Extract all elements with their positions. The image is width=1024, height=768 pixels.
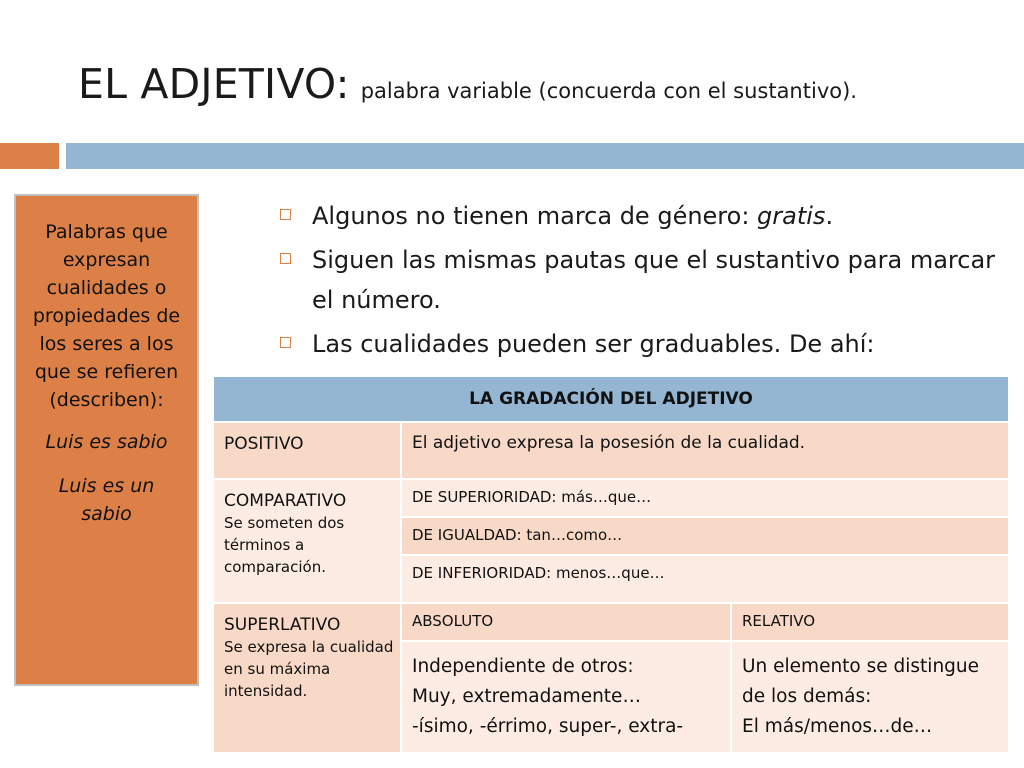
bullet-item bbox=[280, 240, 1000, 320]
superlativo-note: Se expresa la cualidad en su máxima intensidad. bbox=[224, 638, 394, 700]
cell-inferioridad: DE INFERIORIDAD: menos…que… bbox=[401, 555, 1009, 603]
square-bullet-icon bbox=[280, 337, 291, 348]
superlativo-label: SUPERLATIVO bbox=[224, 615, 341, 635]
cell-igualdad: DE IGUALDAD: tan…como… bbox=[401, 517, 1009, 555]
example-2: Luis es un sabio bbox=[58, 475, 155, 525]
comparativo-label: COMPARATIVO bbox=[224, 491, 347, 511]
bullet-item bbox=[280, 324, 1000, 364]
accent-bar-blue bbox=[66, 143, 1024, 169]
bullet-text: Algunos no tienen marca de género: bbox=[312, 202, 758, 230]
accent-bar-orange bbox=[0, 143, 59, 169]
definition-box bbox=[14, 194, 199, 686]
square-bullet-icon bbox=[280, 253, 291, 264]
comparativo-note: Se someten dos términos a comparación. bbox=[224, 514, 345, 576]
relativo-line: El más/menos…de… bbox=[742, 716, 933, 737]
table-row-positivo bbox=[213, 422, 1009, 479]
bullet-text: Las cualidades pueden ser graduables. De ahí: bbox=[312, 330, 875, 358]
bullet-item bbox=[280, 196, 1000, 236]
cell-absoluto-desc bbox=[401, 641, 731, 753]
bullet-italic-word: gratis bbox=[757, 202, 826, 230]
slide-title bbox=[78, 56, 1018, 121]
cell-absoluto-label: ABSOLUTO bbox=[401, 603, 731, 641]
definition-text: Palabras que expresan cualidades o propiedades de los seres a los que se refieren (describen): bbox=[32, 221, 181, 411]
bullet-text: Siguen las mismas pautas que el sustantivo para marcar el número. bbox=[312, 246, 996, 314]
table-row-comparativo bbox=[213, 479, 1009, 517]
absoluto-line: -ísimo, -érrimo, super-, extra- bbox=[412, 716, 684, 737]
bullet-end: . bbox=[825, 202, 834, 230]
cell-positivo-label: POSITIVO bbox=[213, 422, 401, 479]
cell-positivo-desc: El adjetivo expresa la posesión de la cualidad. bbox=[401, 422, 1009, 479]
table-header-row bbox=[213, 376, 1009, 422]
cell-comparativo bbox=[213, 479, 401, 603]
absoluto-line: Independiente de otros: bbox=[412, 656, 634, 677]
table-heading: LA GRADACIÓN DEL ADJETIVO bbox=[213, 376, 1009, 422]
relativo-line: de los demás: bbox=[742, 686, 872, 707]
gradation-table bbox=[212, 375, 1010, 754]
cell-superlativo bbox=[213, 603, 401, 753]
cell-superioridad: DE SUPERIORIDAD: más…que… bbox=[401, 479, 1009, 517]
bullet-list bbox=[280, 196, 1000, 368]
example-1: Luis es sabio bbox=[45, 431, 168, 453]
title-main: EL ADJETIVO: bbox=[78, 60, 350, 108]
cell-relativo-desc bbox=[731, 641, 1009, 753]
relativo-line: Un elemento se distingue bbox=[742, 656, 980, 677]
absoluto-line: Muy, extremadamente… bbox=[412, 686, 641, 707]
table-row-superlativo bbox=[213, 603, 1009, 641]
square-bullet-icon bbox=[280, 209, 291, 220]
title-subtitle: palabra variable (concuerda con el sustantivo). bbox=[360, 79, 857, 103]
cell-relativo-label: RELATIVO bbox=[731, 603, 1009, 641]
